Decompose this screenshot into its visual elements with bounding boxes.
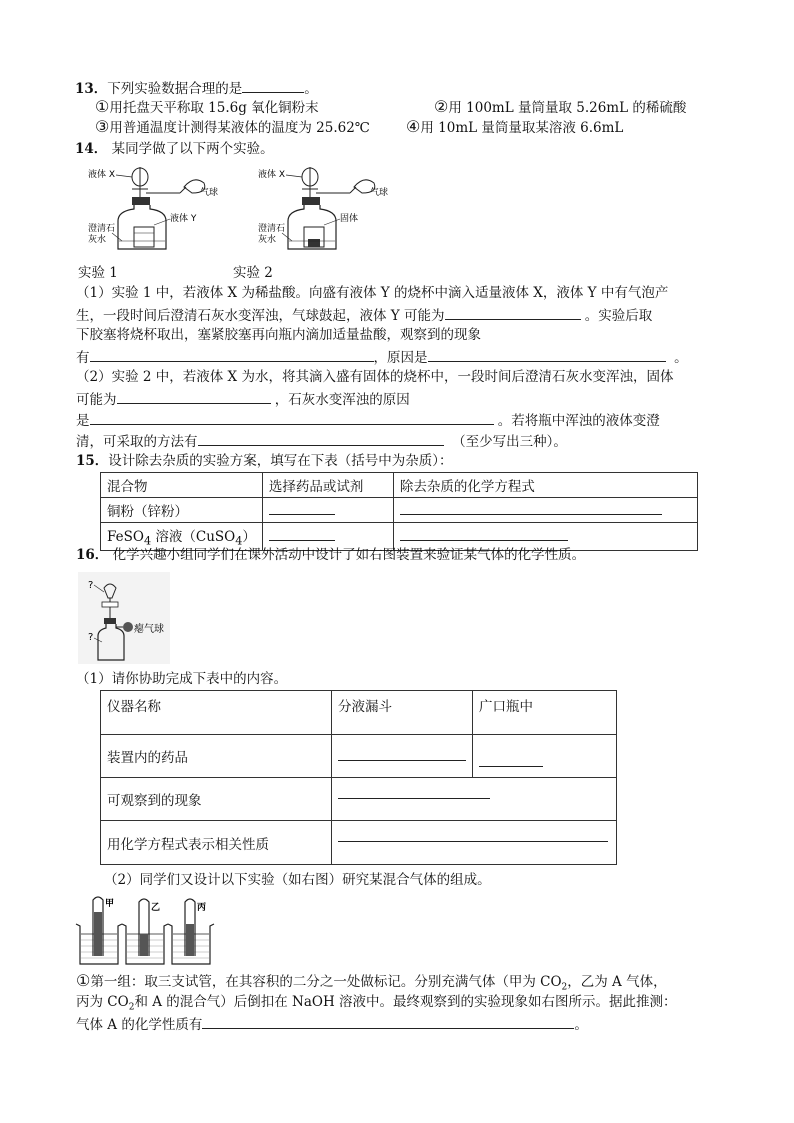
q13-blank[interactable]	[242, 78, 304, 93]
q14-part2-line2: 可能为 ，石灰水变浑浊的原因	[76, 389, 410, 409]
q14-stem: 14． 某同学做了以下两个实验。	[75, 141, 274, 157]
table-row	[101, 735, 617, 778]
q16-group1-line1: ①第一组：取三支试管，在其容积的二分之一处做标记。分别充满气体（甲为 $CO_2$，乙为 A 气体，	[76, 971, 667, 993]
q16-header-jar: 广口瓶中	[473, 691, 617, 735]
q14-part2-line3: 是 。若将瓶中浑浊的液体变澄	[76, 410, 660, 430]
svg-text:甲: 甲	[105, 899, 115, 909]
q16-equation-blank[interactable]	[332, 821, 617, 865]
q13-option-3: ③用普通温度计测得某液体的温度为 25.62℃	[95, 117, 370, 136]
svg-text:气球: 气球	[200, 188, 219, 198]
q16-part1-instruction: （1）请你协助完成下表中的内容。	[76, 671, 288, 687]
svg-text:液体 Y: 液体 Y	[170, 214, 197, 224]
q16-phenomenon-blank[interactable]	[332, 778, 617, 821]
q14-part1-line2: 生，一段时间后澄清石灰水变浑浊，气球鼓起，液体 Y 可能为 。实验后取	[76, 305, 652, 325]
q16-header-instrument: 仪器名称	[101, 691, 332, 735]
q13-number: 13．	[75, 81, 108, 97]
q14-liquid-y-blank[interactable]	[445, 305, 581, 320]
experiment-1-caption: 实验 1	[78, 265, 118, 281]
q13-option-1: ①用托盘天平称取 15.6g 氧化铜粉末	[95, 97, 319, 116]
q15-row1-equation[interactable]	[393, 498, 697, 523]
q14-turbid-reason-blank[interactable]	[90, 410, 494, 425]
q16-group1-line2: 丙为 $CO_2$和 A 的混合气）后倒扣在 NaOH 溶液中。最终观察到的实验现象如右图所示。据此推测：	[76, 994, 677, 1013]
experiment-2-caption: 实验 2	[233, 265, 273, 281]
table-row	[101, 498, 698, 523]
svg-text:液体 X: 液体 X	[258, 170, 286, 180]
svg-text:液体 X: 液体 X	[88, 170, 116, 180]
q14-part1-line4: 有 ，原因是 。	[76, 347, 688, 367]
q16-row-equation-label: 用化学方程式表示相关性质	[101, 821, 332, 865]
q15-header-equation: 除去杂质的化学方程式	[393, 473, 697, 498]
svg-text:丙: 丙	[197, 903, 207, 913]
q14-solid-blank[interactable]	[117, 389, 271, 404]
svg-text:灰水: 灰水	[88, 235, 107, 245]
q16-jar-reagent-blank[interactable]	[473, 735, 617, 778]
q16-gas-a-property-blank[interactable]	[202, 1014, 574, 1029]
svg-text:气球: 气球	[370, 188, 389, 198]
svg-text:?: ?	[88, 632, 94, 643]
q14-part2-line1: （2）实验 2 中，若液体 X 为水，将其滴入盛有固体的烧杯中，一段时间后澄清石灰水变浑浊，固体	[76, 369, 674, 385]
svg-text:乙: 乙	[151, 903, 161, 913]
q14-part1-line3: 下胶塞将烧杯取出，塞紧胶塞再向瓶内滴加适量盐酸，观察到的现象	[76, 327, 481, 343]
svg-text:澄清石: 澄清石	[88, 224, 116, 234]
q14-methods-blank[interactable]	[198, 431, 444, 446]
q16-row-reagents-label: 装置内的药品	[101, 735, 332, 778]
experiment-1-apparatus	[88, 163, 228, 253]
q16-header-funnel: 分液漏斗	[332, 691, 473, 735]
q16-tubes-figure	[74, 894, 224, 966]
q14-reason-blank[interactable]	[428, 347, 666, 362]
svg-text:澄清石: 澄清石	[258, 224, 286, 234]
q15-row2-mixture: FeSO$_4$ 溶液（CuSO$_4$）	[101, 523, 263, 551]
svg-text:瘪气球: 瘪气球	[134, 624, 164, 635]
q15-header-reagent: 选择药品或试剂	[262, 473, 393, 498]
q13-option-4: ④用 10mL 量筒量取某溶液 6.6mL	[406, 117, 624, 136]
q15-row1-mixture: 铜粉（锌粉）	[101, 498, 263, 523]
q16-row-phenomenon-label: 可观察到的现象	[101, 778, 332, 821]
q16-stem: 16． 化学兴趣小组同学们在课外活动中设计了如右图装置来验证某气体的化学性质。	[76, 547, 586, 563]
table-row	[101, 821, 617, 865]
q13-option-2: ②用 100mL 量筒量取 5.26mL 的稀硫酸	[434, 97, 687, 116]
q16-group1-line3: 气体 A 的化学性质有 。	[76, 1014, 588, 1034]
q16-apparatus	[78, 572, 170, 664]
q14-phenomenon-blank[interactable]	[90, 347, 374, 362]
q16-part2-intro: （2）同学们又设计以下实验（如右图）研究某混合气体的组成。	[104, 872, 491, 888]
q15-table	[100, 472, 698, 551]
q13-stem: 13．下列实验数据合理的是 。	[75, 78, 318, 98]
svg-text:灰水: 灰水	[258, 235, 277, 245]
q14-part2-line4: 清，可采取的方法有 （至少写出三种）。	[76, 431, 567, 451]
q15-row1-reagent[interactable]	[262, 498, 393, 523]
experiment-2-apparatus	[258, 163, 398, 253]
svg-text:固体: 固体	[340, 214, 359, 224]
q15-header-mixture: 混合物	[101, 473, 263, 498]
q14-part1-line1: （1）实验 1 中，若液体 X 为稀盐酸。向盛有液体 Y 的烧杯中滴入适量液体 X，液体 Y 中有气泡产	[76, 285, 669, 301]
svg-text:?: ?	[88, 580, 94, 591]
q15-stem: 15．设计除去杂质的实验方案，填写在下表（括号中为杂质）：	[76, 453, 453, 469]
q16-funnel-reagent-blank[interactable]	[332, 735, 473, 778]
q16-table	[100, 690, 617, 865]
table-row	[101, 778, 617, 821]
